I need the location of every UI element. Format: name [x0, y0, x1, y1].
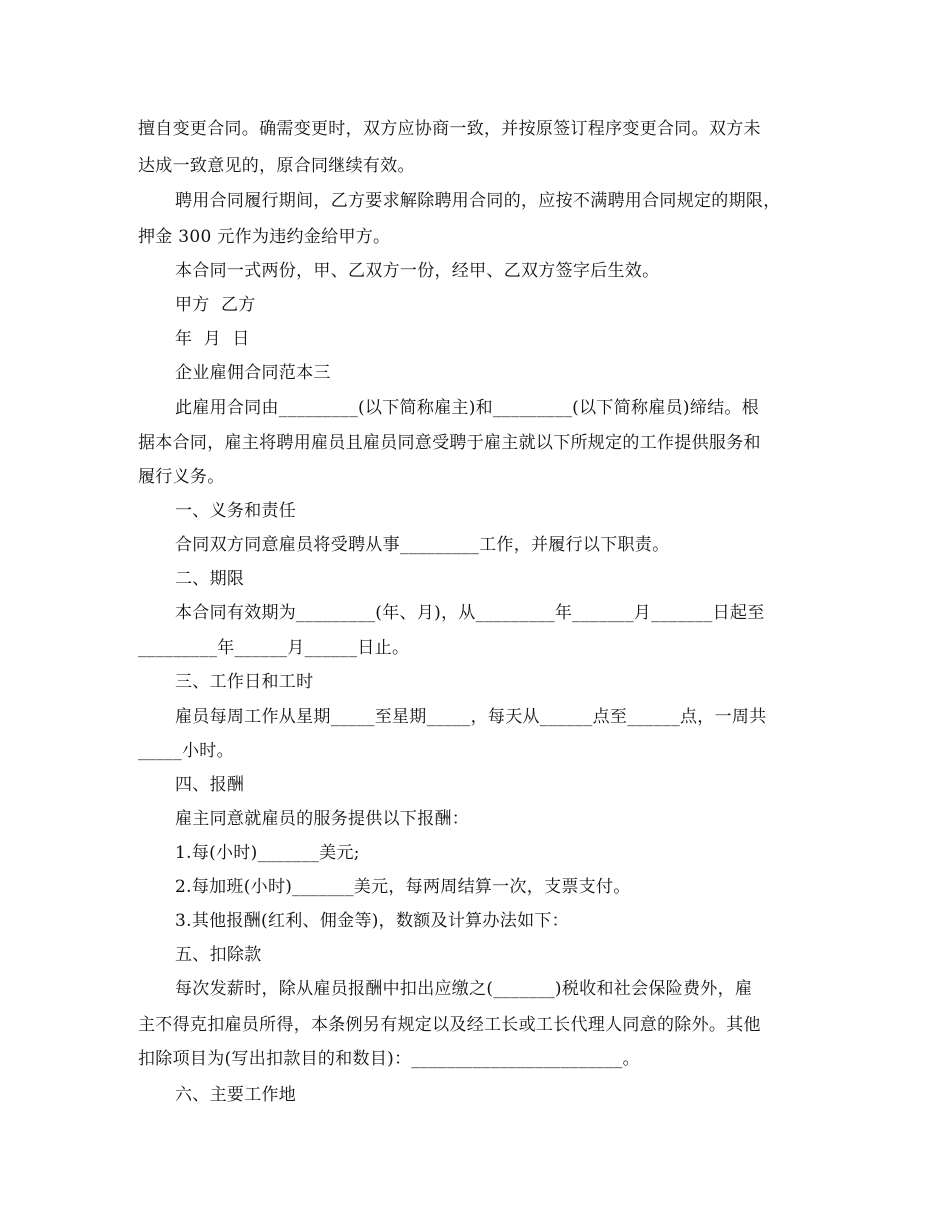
paragraph-line: _____小时。	[138, 741, 234, 761]
list-item: 3.其他报酬(红利、佣金等)，数额及计算办法如下：	[175, 911, 569, 931]
paragraph-line: 履行义务。	[138, 467, 225, 487]
section-heading: 五、扣除款	[175, 945, 262, 965]
list-item: 1.每(小时)_______美元;	[175, 843, 360, 863]
date-line: 年 月 日	[175, 329, 250, 349]
paragraph-line: 本合同一式两份，甲、乙双方一份，经甲、乙双方签字后生效。	[175, 261, 660, 281]
paragraph-line: 本合同有效期为_________(年、月)，从_________年_______月_______日起至	[175, 603, 765, 623]
paragraph-line: 擅自变更合同。确需变更时，双方应协商一致，并按原签订程序变更合同。双方未	[138, 119, 761, 139]
paragraph-line: _________年______月______日止。	[138, 638, 410, 658]
section-title: 企业雇佣合同范本三	[175, 363, 331, 383]
section-heading: 三、工作日和工时	[175, 672, 314, 692]
paragraph-line: 达成一致意见的，原合同继续有效。	[138, 156, 415, 176]
paragraph-line: 雇员每周工作从星期_____至星期_____，每天从______点至______点，一周共	[175, 707, 767, 727]
section-heading: 一、义务和责任	[175, 501, 297, 521]
section-heading: 六、主要工作地	[175, 1085, 297, 1105]
list-item: 2.每加班(小时)_______美元，每两周结算一次，支票支付。	[175, 877, 631, 897]
signature-line: 甲方 乙方	[175, 295, 256, 315]
paragraph-line: 聘用合同履行期间，乙方要求解除聘用合同的，应按不满聘用合同规定的期限，	[175, 191, 781, 211]
paragraph-line: 押金 300 元作为违约金给甲方。	[138, 227, 391, 247]
paragraph-line: 合同双方同意雇员将受聘从事_________工作，并履行以下职责。	[175, 535, 670, 555]
paragraph-line: 雇主同意就雇员的服务提供以下报酬：	[175, 809, 470, 829]
paragraph-line: 每次发薪时，除从雇员报酬中扣出应缴之(_______)税收和社会保险费外，雇	[175, 979, 753, 999]
paragraph-line: 扣除项目为(写出扣款目的和数目)：________________________。	[138, 1049, 640, 1069]
paragraph-line: 此雇用合同由_________(以下简称雇主)和_________(以下简称雇员)缔结。根	[175, 398, 760, 418]
section-heading: 四、报酬	[175, 775, 245, 795]
paragraph-line: 主不得克扣雇员所得，本条例另有规定以及经工长或工长代理人同意的除外。其他	[138, 1015, 761, 1035]
paragraph-line: 据本合同，雇主将聘用雇员且雇员同意受聘于雇主就以下所规定的工作提供服务和	[138, 433, 761, 453]
section-heading: 二、期限	[175, 569, 245, 589]
